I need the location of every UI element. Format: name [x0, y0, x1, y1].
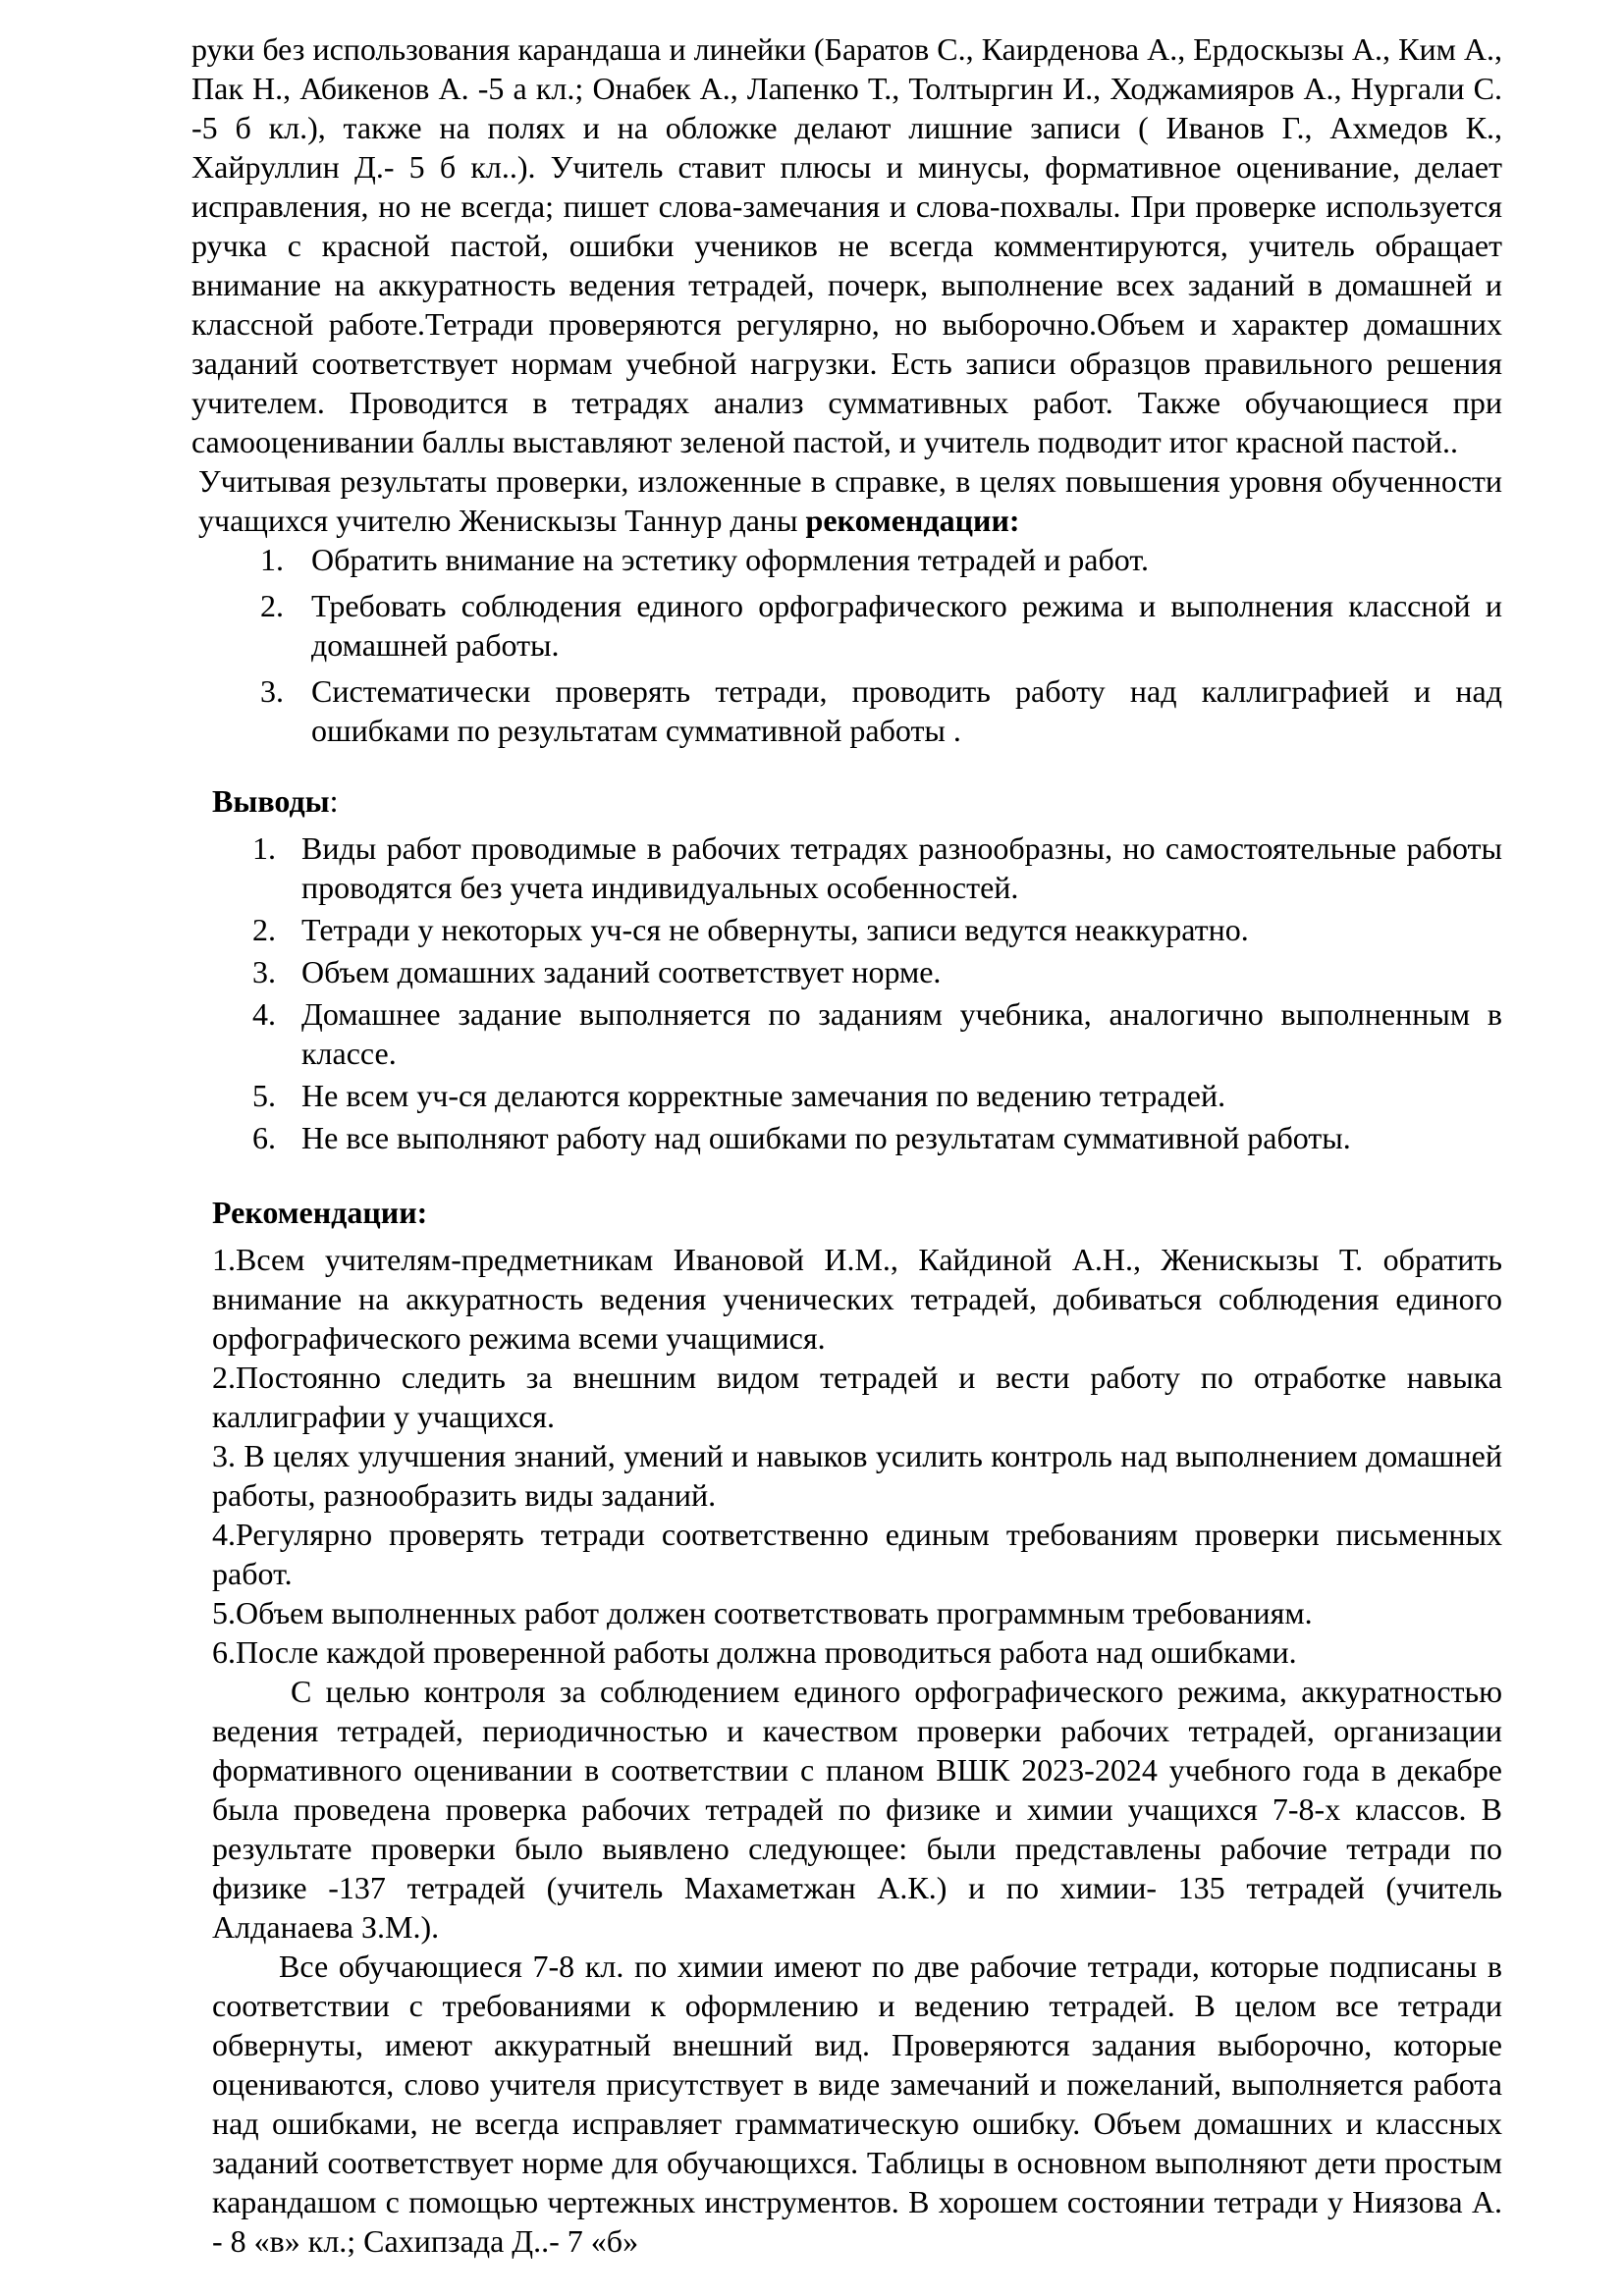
list-item: Не все выполняют работу над ошибками по результатам суммативной работы. [301, 1120, 1351, 1155]
recommendation-paragraph: 2.Постоянно следить за внешним видом тетрадей и вести работу по отработке навыка каллиграфии у учащихся. [212, 1360, 1502, 1434]
intro-bold-word: рекомендации: [805, 503, 1020, 538]
conclusions-list [212, 828, 1502, 1157]
conclusions-heading-colon: : [329, 783, 339, 819]
intro-text: Учитывая результаты проверки, изложенные в справке, в целях повышения уровня обученности учащихся учителю Женискызы Таннур даны [198, 463, 1502, 538]
list-item: Домашнее задание выполняется по заданиям учебника, аналогично выполненным в классе. [301, 996, 1502, 1071]
recommendation-paragraph: 4.Регулярно проверять тетради соответственно единым требованиям проверки письменных работ. [212, 1517, 1502, 1591]
list-item: Виды работ проводимые в рабочих тетрадях разнообразны, но самостоятельные работы проводятся без учета индивидуальных особенностей. [301, 830, 1502, 905]
list-item: Обратить внимание на эстетику оформления тетрадей и работ. [311, 542, 1149, 577]
recommendation-paragraph: 5.Объем выполненных работ должен соответствовать программным требованиям. [212, 1595, 1313, 1630]
paragraph-intro-recommendations [198, 461, 1502, 540]
list-item: Систематически проверять тетради, проводить работу над каллиграфией и над ошибками по результатам суммативной работы . [311, 673, 1502, 748]
list-item: Тетради у некоторых уч-ся не обвернуты, записи ведутся неаккуратно. [301, 912, 1249, 947]
conclusions-heading [212, 781, 1502, 821]
list-item: Объем домашних заданий соответствует норме. [301, 954, 942, 989]
recommendation-paragraph: 6.После каждой проверенной работы должна проводиться работа над ошибками. [212, 1634, 1297, 1670]
recommendations-heading-text: Рекомендации: [212, 1195, 428, 1230]
recommendation-paragraph: 1.Всем учителям-предметникам Ивановой И.М., Кайдиной А.Н., Женискызы Т. обратить внимание на аккуратность ведения ученических тетрадей, добиваться соблюдения единого орфографического режима всеми учащимися. [212, 1242, 1502, 1356]
list-item: Требовать соблюдения единого орфографического режима и выполнения классной и домашней работы. [311, 588, 1502, 663]
list-item: Не всем уч-ся делаются корректные замечания по ведению тетрадей. [301, 1078, 1226, 1113]
recommendations-paragraphs [191, 1240, 1502, 1672]
recommendation-paragraph: 3. В целях улучшения знаний, умений и навыков усилить контроль над выполнением домашней работы, разнообразить виды заданий. [212, 1438, 1502, 1513]
recommendations-heading [212, 1193, 1502, 1232]
paragraph-chemistry-check: Все обучающиеся 7-8 кл. по химии имеют по две рабочие тетради, которые подписаны в соответствии с требованиями к оформлению и ведению тетрадей. В целом все тетради обвернуты, имеют аккуратный внешний вид. Проверяются задания выборочно, которые оцениваются, слово учителя присутствует в виде замечаний и пожеланий, выполняется работа над ошибками, не всегда исправляет грамматическую ошибку. Объем домашних и классных заданий соответствует норме для обучающихся. Таблицы в основном выполняют дети простым карандашом с помощью чертежных инструментов. В хорошем состоянии тетради у Ниязова А. - 8 «в» кл.; Сахипзада Д..- 7 «б» [212, 1949, 1502, 2259]
paragraph-control-check: С целью контроля за соблюдением единого орфографического режима, аккуратностью ведения тетрадей, периодичностью и качеством проверки рабочих тетрадей, организации формативного оценивании в соответствии с планом ВШК 2023-2024 учебного года в декабре была проведена проверка рабочих тетрадей по физике и химии учащихся 7-8-х классов. В результате проверки было выявлено следующее: были представлены рабочие тетради по физике -137 тетрадей (учитель Махаметжан А.К.) и по химии- 135 тетрадей (учитель Алданаева З.М.). [212, 1674, 1502, 1945]
paragraph-notebook-check: руки без использования карандаша и линейки (Баратов С., Каирденова А., Ердоскызы А., Ким А., Пак Н., Абикенов А. -5 а кл.; Онабек А., Лапенко Т., Толтыргин И., Ходжамияров А., Нургали С. -5 б кл.), также на полях и на обложке делают лишние записи ( Иванов Г., Ахмедов К., Хайруллин Д.- 5 б кл..). Учитель ставит плюсы и минусы, формативное оценивание, делает исправления, но не всегда; пишет слова-замечания и слова-похвалы. При проверке используется ручка с красной пастой, ошибки учеников не всегда комментируются, учитель обращает внимание на аккуратность ведения тетрадей, почерк, выполнение всех заданий в домашней и классной работе.Тетради проверяются регулярно, но выборочно.Объем и характер домашних заданий соответствует нормам учебной нагрузки. Есть записи образцов правильного решения учителем. Проводится в тетрадях анализ суммативных работ. Также обучающиеся при самооценивании баллы выставляют зеленой пастой, и учитель подводит итог красной пастой.. [191, 31, 1502, 459]
conclusions-heading-text: Выводы [212, 783, 330, 819]
teacher-recommendations-list [212, 540, 1502, 750]
